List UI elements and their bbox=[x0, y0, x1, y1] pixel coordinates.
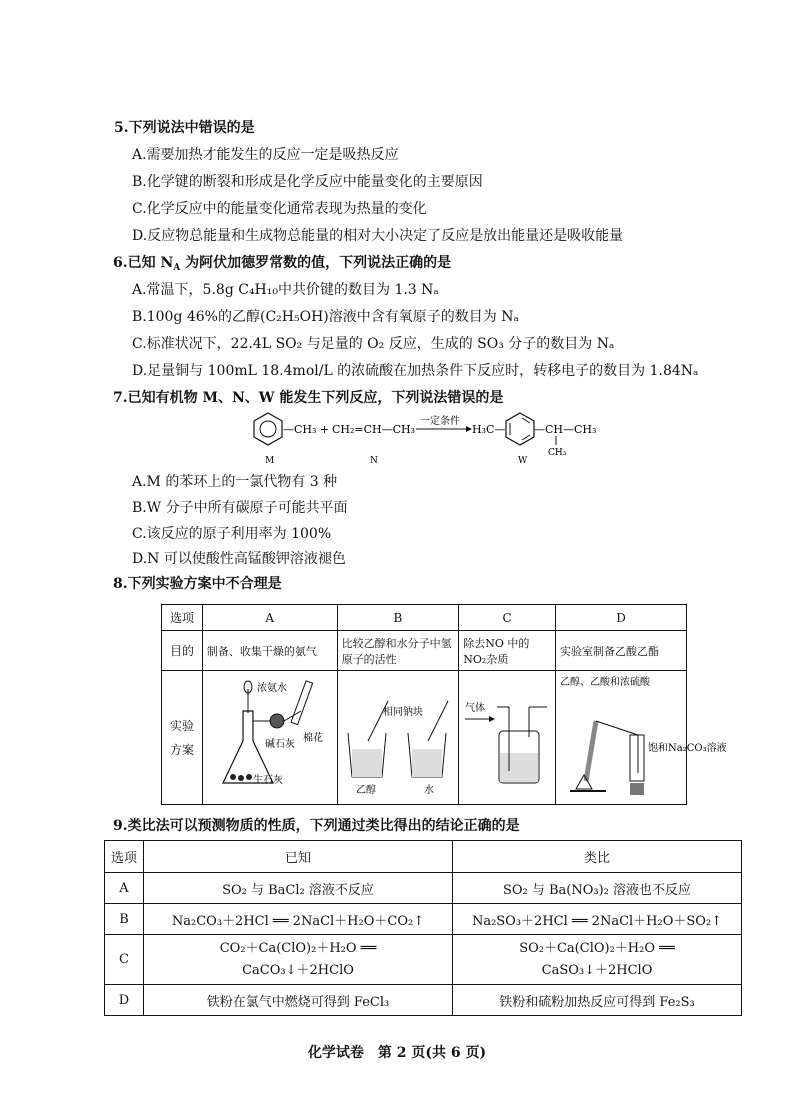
q9-opt-d: D bbox=[105, 985, 144, 1016]
q6-stem: 6.已知 $N_A$ 为阿伏加德罗常数的值，下列说法正确的是 bbox=[113, 255, 452, 273]
q8-header-cell: C bbox=[459, 605, 556, 631]
q8-scheme-label: 实验方案 bbox=[162, 671, 203, 805]
q9-table bbox=[104, 840, 742, 1016]
q8-apparatus-a bbox=[202, 671, 337, 805]
reaction-condition: 一定条件 bbox=[420, 416, 460, 427]
q9-analog-b: Na₂SO₃＋2HCl ══ 2NaCl＋H₂O＋SO₂↑ bbox=[453, 904, 742, 935]
label-conc-ammonia: 浓氨水 bbox=[256, 683, 287, 694]
q8-stem: 8.下列实验方案中不合理是 bbox=[113, 576, 282, 592]
label-sat-na2co3: 饱和Na₂CO₃溶液 bbox=[648, 743, 727, 754]
page-footer: 化学试卷 第 2 页(共 6 页) bbox=[307, 1045, 487, 1061]
gas-washing-diagram bbox=[459, 671, 554, 801]
q8-scheme-row bbox=[162, 671, 687, 805]
q6-option-d: D.足量铜与 100mL 18.4mol/L 的浓硫酸在加热条件下反应时，转移电子的数目为 1.84Nₐ bbox=[132, 363, 699, 379]
q5-option-c: C.化学反应中的能量变化通常表现为热量的变化 bbox=[132, 201, 427, 217]
q6-option-a: A.常温下，5.8g C₄H₁₀中共价键的数目为 1.3 Nₐ bbox=[132, 282, 439, 298]
q8-purpose-label: 目的 bbox=[162, 631, 203, 671]
q7-stem: 7.已知有机物 M、N、W 能发生下列反应，下列说法错误的是 bbox=[113, 390, 504, 406]
w-left-group: H₃C— bbox=[472, 423, 506, 436]
q8-header-cell: A bbox=[202, 605, 337, 631]
label-soda-lime: 碱石灰 bbox=[264, 739, 295, 750]
label-n: N bbox=[370, 456, 378, 466]
q9-opt-c: C bbox=[105, 935, 144, 985]
benzene-ring-w bbox=[506, 413, 534, 445]
label-gas: 气体 bbox=[465, 703, 486, 714]
q9-header-row bbox=[105, 841, 742, 873]
q9-row-c bbox=[105, 935, 742, 985]
q9-opt-b: B bbox=[105, 904, 144, 935]
q8-purpose-a: 制备、收集干燥的氨气 bbox=[202, 631, 337, 671]
q7-reaction-equation bbox=[240, 405, 640, 471]
q5-option-d: D.反应物总能量和生成物总能量的相对大小决定了反应是放出能量还是吸收能量 bbox=[132, 228, 624, 244]
q5-option-b: B.化学键的断裂和形成是化学反应中能量变化的主要原因 bbox=[132, 174, 483, 190]
q9-header-cell: 已知 bbox=[144, 841, 453, 873]
q9-row-d bbox=[105, 985, 742, 1016]
w-methyl-branch: CH₃ bbox=[548, 448, 567, 458]
q8-header-cell: 选项 bbox=[162, 605, 203, 631]
q5-stem: 5.下列说法中错误的是 bbox=[114, 120, 255, 136]
label-quicklime: 生石灰 bbox=[252, 775, 283, 786]
q8-apparatus-b bbox=[337, 671, 459, 805]
q9-opt-a: A bbox=[105, 873, 144, 904]
q5-option-a: A.需要加热才能发生的反应一定是吸热反应 bbox=[132, 147, 399, 163]
q6-option-c: C.标准状况下，22.4L SO₂ 与足量的 O₂ 反应，生成的 SO₃ 分子的数目为 Nₐ bbox=[132, 336, 615, 352]
q8-apparatus-c bbox=[459, 671, 556, 805]
q9-known-b: Na₂CO₃＋2HCl ══ 2NaCl＋H₂O＋CO₂↑ bbox=[144, 904, 453, 935]
n-formula: CH₂=CH—CH₃ bbox=[332, 423, 416, 436]
ammonia-apparatus-diagram bbox=[203, 671, 331, 801]
q8-header-cell: B bbox=[337, 605, 459, 631]
q8-table bbox=[161, 604, 727, 805]
label-same-sodium: 相同钠块 bbox=[382, 707, 423, 718]
label-water: 水 bbox=[423, 785, 434, 796]
q9-analog-c: SO₂＋Ca(ClO)₂＋H₂O ══ CaSO₃↓＋2HClO bbox=[453, 935, 742, 985]
q9-header-cell: 类比 bbox=[453, 841, 742, 873]
q8-purpose-row bbox=[162, 631, 687, 671]
q8-purpose-c: 除去NO 中的NO₂杂质 bbox=[459, 631, 556, 671]
sodium-activity-diagram bbox=[338, 671, 453, 801]
q9-header-cell: 选项 bbox=[105, 841, 144, 873]
q7-option-b: B.W 分子中所有碳原子可能共平面 bbox=[132, 500, 348, 516]
q8-purpose-b: 比较乙醇和水分子中氢原子的活性 bbox=[337, 631, 459, 671]
label-ethanol: 乙醇 bbox=[355, 785, 376, 796]
label-reagents-d: 乙醇、乙酸和浓硫酸 bbox=[560, 677, 650, 688]
w-right-group: —CH—CH₃ bbox=[534, 423, 597, 436]
q8-header-row bbox=[162, 605, 687, 631]
q8-apparatus-d bbox=[556, 671, 727, 805]
ester-preparation-diagram bbox=[556, 671, 727, 801]
q9-stem: 9.类比法可以预测物质的性质，下列通过类比得出的结论正确的是 bbox=[113, 818, 520, 834]
q9-row-b bbox=[105, 904, 742, 935]
label-w: W bbox=[518, 456, 528, 466]
q7-option-d: D.N 可以使酸性高锰酸钾溶液褪色 bbox=[132, 551, 346, 567]
q9-known-c: CO₂＋Ca(ClO)₂＋H₂O ══ CaCO₃↓＋2HClO bbox=[144, 935, 453, 985]
q6-option-b: B.100g 46%的乙醇(C₂H₅OH)溶液中含有氧原子的数目为 Nₐ bbox=[132, 309, 519, 325]
q8-purpose-d: 实验室制备乙酸乙酯 bbox=[556, 631, 687, 671]
benzene-ring-m bbox=[254, 413, 282, 445]
label-m: M bbox=[265, 456, 275, 466]
q7-option-c: C.该反应的原子利用率为 100% bbox=[132, 526, 332, 542]
q9-known-a: SO₂ 与 BaCl₂ 溶液不反应 bbox=[144, 873, 453, 904]
q9-known-d: 铁粉在氯气中燃烧可得到 FeCl₃ bbox=[144, 985, 453, 1016]
m-substituent: —CH₃ + bbox=[283, 423, 330, 436]
q7-option-a: A.M 的苯环上的一氯代物有 3 种 bbox=[132, 474, 338, 490]
q9-analog-d: 铁粉和硫粉加热反应可得到 Fe₂S₃ bbox=[453, 985, 742, 1016]
q8-header-cell: D bbox=[556, 605, 687, 631]
q9-row-a bbox=[105, 873, 742, 904]
q9-analog-a: SO₂ 与 Ba(NO₃)₂ 溶液也不反应 bbox=[453, 873, 742, 904]
label-cotton: 棉花 bbox=[302, 733, 323, 744]
